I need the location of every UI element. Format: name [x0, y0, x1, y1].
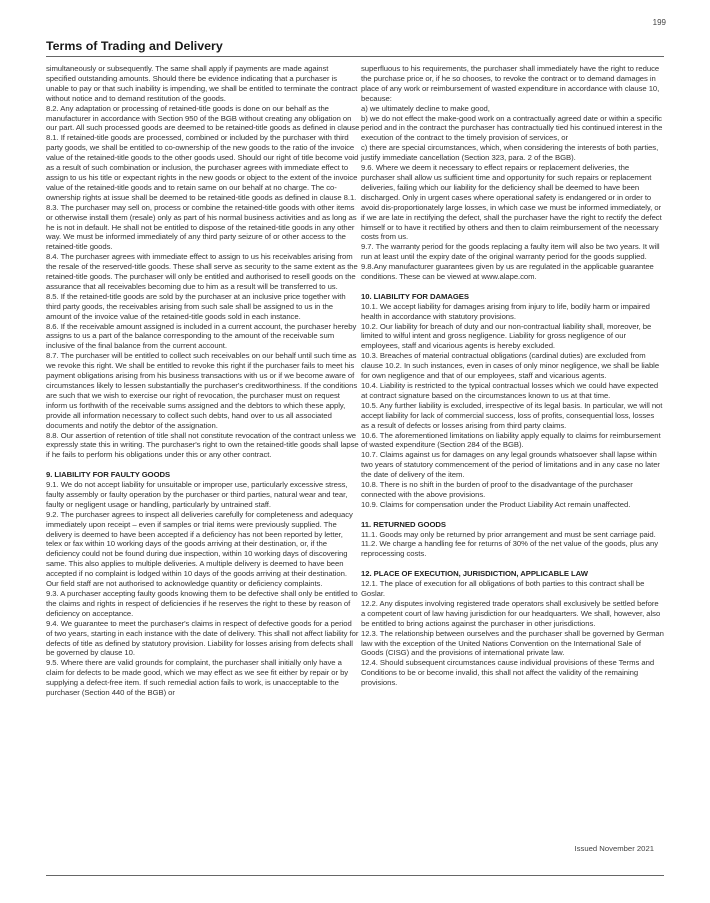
- clause-paragraph: a) we ultimately decline to make good,: [361, 103, 490, 113]
- clause-paragraph: 12.2. Any disputes involving registered trade operators shall exclusively be settled before a competent court of law having jurisdiction for our headquarters. We shall, however, also be entitled to bring actions against the purchaser in other jurisdictions.: [361, 598, 661, 628]
- clause-paragraph: 8.3. The purchaser may sell on, process or combine the retained-title goods with other items or otherwise install them (resale) only as part of his normal business activities and as long as he is not in default. He shall not be entitled to dispose of the retained-title goods in any other way. We must be informed immediately of any third party seizure of or other access to the retained-title goods.: [46, 202, 357, 252]
- clause-paragraph: 12.4. Should subsequent circumstances cause individual provisions of these Terms and Conditions to be or become invalid, this shall not affect the validity of the remaining provisions.: [361, 658, 655, 688]
- header-rule: [46, 56, 664, 57]
- left-column: [46, 64, 360, 698]
- clause-paragraph: simultaneously or subsequently. The same shall apply if payments are made against specified outstanding amounts. Should there be evidence indicating that a purchaser is unable to pay or that such inability is impending, we shall be entitled to terminate the contract without notice and to demand restitution of the goods.: [46, 64, 358, 103]
- clause-paragraph: 8.8. Our assertion of retention of title shall not constitute revocation of the contract unless we expressly state this in writing. The purchaser's right to own the retained-title goods shall lapse if he fails to perform his obligations under this or any other contract.: [46, 430, 359, 460]
- clause-paragraph: 9.8.Any manufacturer guarantees given by us are regulated in the applicable guarantee conditions. These can be viewed at www.alape.com.: [361, 262, 654, 282]
- clause-paragraph: 10.8. There is no shift in the burden of proof to the disadvantage of the purchaser connected with the above provisions.: [361, 480, 633, 499]
- right-column: [361, 64, 664, 688]
- issued-date: Issued November 2021: [574, 844, 654, 853]
- clause-paragraph: 10.3. Breaches of material contractual obligations (cardinal duties) are excluded from clause 10.2. In such instances, even in cases of only minor negligence, we shall be liable for own negligence and that of our employees, staff and vicarious agents.: [361, 351, 660, 381]
- clause-paragraph: 9.5. Where there are valid grounds for complaint, the purchaser shall initially only have a claim for defects to be made good, which we may effect as we see fit either by repair or by supplying a defect-free item. If such remedial action fails to work, is unacceptable to the purchaser (Section 440 of the BGB) or: [46, 658, 349, 698]
- clause-paragraph: 8.4. The purchaser agrees with immediate effect to assign to us his receivables arising from the resale of the reserved-title goods. These shall serve as security to the same extent as the retained-title goods. The purchaser will only be entitled and authorised to resell goods on the assurance that all receivables becoming due to him as a result will be transferred to us.: [46, 252, 358, 291]
- clause-paragraph: 11.2. We charge a handling fee for returns of 30% of the net value of the goods, plus any reprocessing costs.: [361, 539, 658, 559]
- section-heading: 9. LIABILITY FOR FAULTY GOODS: [46, 470, 171, 480]
- section-heading: 10. LIABILITY FOR DAMAGES: [361, 291, 469, 301]
- clause-paragraph: 9.6. Where we deem it necessary to effect repairs or replacement deliveries, the purchaser shall allow us sufficient time and opportunity for such repairs or replacement deliveries, failing which our liability for the deficiency shall be deemed to have been discharged. Only in urgent cases where operational safety is endangered or in order to avoid dis-proportionately large losses, in which case we must be informed immediately, or if we are late in rectifying the defect, shall the purchaser have the right to rectify the defect himself or to have it rectified by others and then to claim reimbursement of the necessary costs from us.: [361, 163, 662, 242]
- clause-paragraph: 12.3. The relationship between ourselves and the purchaser shall be governed by German law with the exception of the United Nations Convention on the International Sale of Goods (CISG) and the provisions of international private law.: [361, 628, 664, 658]
- clause-paragraph: 12.1. The place of execution for all obligations of both parties to this contract shall be Goslar.: [361, 579, 645, 598]
- clause-paragraph: 10.2. Our liability for breach of duty and our non-contractual liability shall, moreover, be limited to wilful intent and gross negligence. Liability for gross negligence of our employees, staff and vicarious agents is hereby excluded.: [361, 321, 652, 351]
- clause-paragraph: 8.2. Any adaptation or processing of retained-title goods is done on our behalf as the manufacturer in accordance with Section 950 of the BGB without creating any obligation on our part. All such processed goods are deemed to be retained-title goods as defined in clause 8.1. If retained-title goods are processed, combined or included by the purchaser with third party goods, we shall be entitled to co-ownership of the new goods to the ratio of the invoice value of the retained-title goods to the other goods used. Should our right of title become void as a result of such combination or inclusion, the purchaser agrees with immediate effect to assign to us his title or expectant rights in the new goods or object to the extent of the invoice value of the retained-title goods and to retain same on our behalf at no charge. The co-ownership rights at issue shall be deemed to be retained-title goods as defined in clause 8.1.: [46, 103, 360, 202]
- clause-paragraph: 9.1. We do not accept liability for unsuitable or improper use, particularly excessive stress, faulty assembly or faulty operation by the purchaser or third parties, natural wear and tear, faulty or negligent usage or handling, particularly by untrained staff.: [46, 480, 348, 509]
- page-title: Terms of Trading and Delivery: [46, 39, 223, 53]
- clause-paragraph: 11.1. Goods may only be returned by prior arrangement and must be sent carriage paid.: [361, 529, 656, 539]
- clause-paragraph: 10.5. Any further liability is excluded, irrespective of its legal basis. In particular, we will not accept liability for lack of commercial success, loss of profits, consequential loss, losses as a result of defects or losses arising from third party claims.: [361, 400, 663, 430]
- clause-paragraph: 8.6. If the receivable amount assigned is included in a current account, the purchaser hereby assigns to us a part of the balance corresponding to the amount of the receivable sum inclusive of the final balance from the current account.: [46, 321, 357, 351]
- clause-paragraph: 8.5. If the retained-title goods are sold by the purchaser at an inclusive price together with third party goods, the receivables arising from such sale shall be assigned to us in the amount of the invoice value of the retained-title goods sold in each instance.: [46, 291, 346, 321]
- clause-paragraph: c) there are special circumstances, which, when considering the interests of both parties, justify immediate cancellation (Section 323, para. 2 of the BGB).: [361, 143, 659, 163]
- page-number: 199: [652, 18, 666, 27]
- clause-paragraph: superfluous to his requirements, the purchaser shall immediately have the right to reduce the purchase price or, if he so chooses, to revoke the contract or to demand damages in place of any work or reimbursement of wasted expenditure in accordance with clause 10, because:: [361, 64, 660, 103]
- clause-paragraph: b) we do not effect the make-good work on a contractually agreed date or within a specific period and in the contract the purchaser has contractually tied his continued interest in the execution of the contract to the timely provision of services, or: [361, 113, 663, 143]
- section-gap: [361, 282, 664, 292]
- clause-paragraph: 9.4. We guarantee to meet the purchaser's claims in respect of defective goods for a period of two years, starting in each instance with the date of delivery. This shall not affect liability for defects of title as defined by statutory provision. Liability for losses arising from defects shall be governed by clause 10.: [46, 618, 359, 658]
- section-gap: [361, 559, 664, 569]
- section-heading: 11. RETURNED GOODS: [361, 519, 446, 529]
- clause-paragraph: 10.1. We accept liability for damages arising from injury to life, bodily harm or impaired health in accordance with statutory provisions.: [361, 301, 650, 321]
- clause-paragraph: 9.2. The purchaser agrees to inspect all deliveries carefully for completeness and adequacy immediately upon receipt – even if samples or trial items were previously supplied. The delivery is deemed to have been accepted if a deficiency has not been reported by letter, telex or fax within 10 working days of the goods arriving at their destination, or, if the deficiency could not be found during due inspection, within 10 working days of discovering same. This also applies to multiple deliveries. A multiple delivery is deemed to have been accepted if no complaint is lodged within 10 days of the goods arriving at their destination. Our field staff are not authorised to acknowledge quantity or deficiency complaints.: [46, 509, 353, 589]
- footer-rule: [46, 875, 664, 876]
- clause-paragraph: 9.3. A purchaser accepting faulty goods knowing them to be defective shall only be entitled to the claims and rights in respect of deficiencies if he reserves the right to these by reason of deficiency on acceptance.: [46, 589, 358, 618]
- section-gap: [46, 460, 360, 470]
- clause-paragraph: 9.7. The warranty period for the goods replacing a faulty item will also be two years. It will run at least until the expiry date of the original warranty period for the goods supplied.: [361, 242, 660, 262]
- clause-paragraph: 8.7. The purchaser will be entitled to collect such receivables on our behalf until such time as we revoke this right. We shall be entitled to revoke this right if the purchaser fails to meet his payment obligations arising from his business transactions with us or if we become aware of circumstances likely to lessen substantially the purchaser's creditworthiness. If the conditions are such that we wish to exercise our right of revocation, the purchaser must on request inform us forthwith of the receivable sums assigned and the debtors to which these apply, provide all information necessary to collect such debts, hand over to us all associated documents and notify the debtor of the assignation.: [46, 351, 358, 430]
- clause-paragraph: 10.4. Liability is restricted to the typical contractual losses which we could have expected at contract signature based on the circumstances known to us at that time.: [361, 380, 659, 400]
- section-gap: [361, 510, 664, 520]
- clause-paragraph: 10.9. Claims for compensation under the Product Liability Act remain unaffected.: [361, 499, 631, 509]
- clause-paragraph: 10.7. Claims against us for damages on any legal grounds whatsoever shall lapse within two years of statutory commencement of the period of limitations and in any case no later the date of delivery of the item.: [361, 450, 660, 480]
- section-heading: 12. PLACE OF EXECUTION, JURISDICTION, APPLICABLE LAW: [361, 569, 588, 579]
- clause-paragraph: 10.6. The aforementioned limitations on liability apply equally to claims for reimbursement of wasted expenditure (Section 284 of the BGB).: [361, 430, 661, 450]
